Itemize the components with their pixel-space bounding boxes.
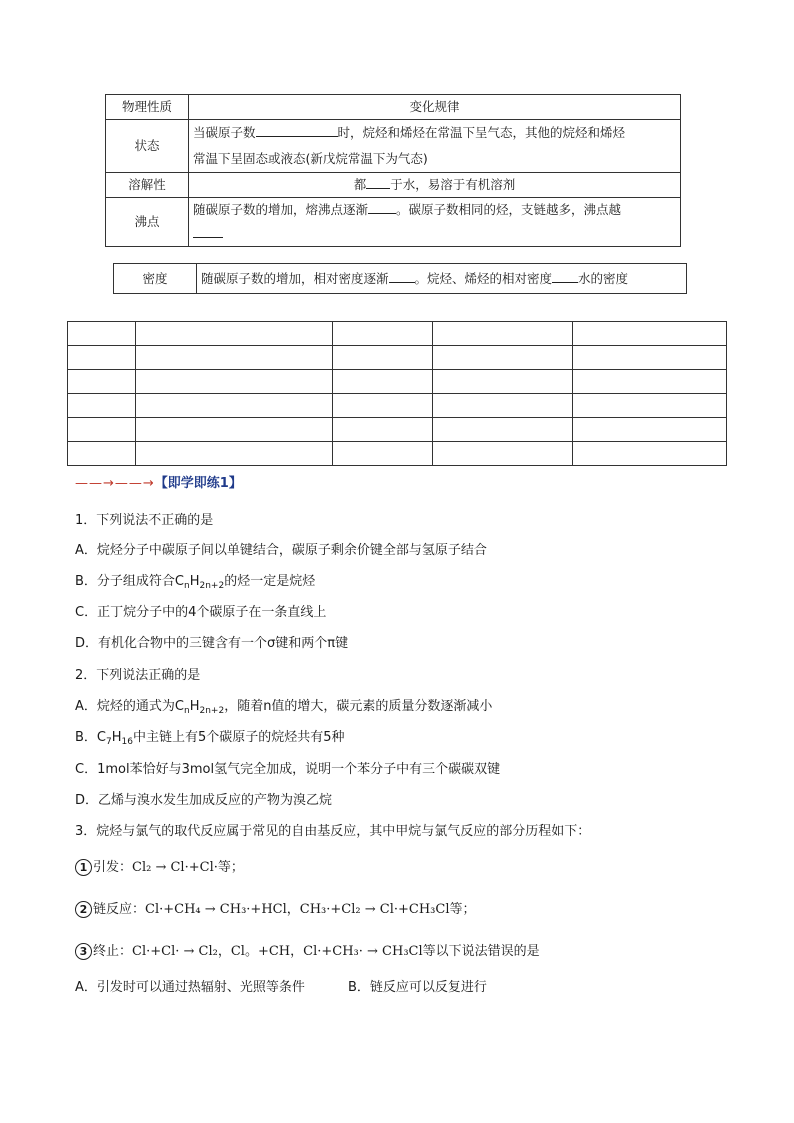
table-cell[interactable] (433, 418, 573, 442)
q3-option-b: B．链反应可以反复进行 (348, 980, 487, 995)
q2-a-sub-2: 2n+2 (199, 706, 225, 716)
solubility-label: 溶解性 (106, 173, 189, 198)
table-cell[interactable] (333, 370, 433, 394)
state-text-3: 常温下呈固态或液态(新戊烷常温下为气态) (193, 151, 428, 166)
table-cell[interactable] (573, 346, 727, 370)
fill-blank[interactable] (366, 175, 390, 189)
table-cell[interactable] (573, 322, 727, 346)
q1-option-a: A．烷烃分子中碳原子间以单键结合，碳原子剩余价键全部与氢原子结合 (75, 543, 487, 558)
state-rule (189, 120, 681, 173)
q1-b-sub-2: 2n+2 (199, 581, 225, 591)
circled-number-1: 1 (75, 859, 92, 876)
q1-stem: 1．下列说法不正确的是 (75, 513, 214, 528)
q2-a-text-3: ，随着n值的增大，碳元素的质量分数逐渐减小 (224, 699, 493, 714)
q3-step-1 (75, 856, 244, 876)
equation: Cl·+Cl· → Cl₂，Cl。+CH，Cl·+CH₃· → CH₃Cl (132, 944, 423, 959)
section-label: 【即学即练1】 (154, 476, 242, 491)
table-cell[interactable] (68, 418, 136, 442)
boiling-label: 沸点 (106, 198, 189, 247)
q2-stem: 2．下列说法正确的是 (75, 668, 201, 683)
q1-b-text-2: H (189, 574, 200, 589)
fill-blank[interactable] (389, 269, 415, 283)
q3-option-a: A．引发时可以通过热辐射、光照等条件 (75, 980, 305, 995)
q3-step-2 (75, 898, 476, 918)
q3-step-3 (75, 940, 540, 960)
table-cell[interactable] (433, 370, 573, 394)
table-row (68, 418, 727, 442)
table-row (68, 346, 727, 370)
density-text-2: 。烷烃、烯烃的相对密度 (414, 271, 553, 286)
table-cell[interactable] (433, 322, 573, 346)
empty-grid-table (67, 321, 727, 466)
q2-b-text-2: H (111, 730, 122, 745)
q2-a-sub-1: n (183, 706, 190, 716)
q1-b-text-1: B．分子组成符合C (75, 574, 184, 589)
table-cell[interactable] (68, 346, 136, 370)
step-tail: 等以下说法错误的是 (422, 944, 540, 959)
fill-blank[interactable] (552, 269, 578, 283)
table-cell[interactable] (136, 418, 333, 442)
q2-a-text-1: A．烷烃的通式为C (75, 699, 184, 714)
row-state (106, 120, 681, 173)
section-heading (75, 472, 242, 491)
q2-b-text-1: B．C (75, 730, 106, 745)
q2-option-c: C．1mol苯恰好与3mol氢气完全加成，说明一个苯分子中有三个碳碳双键 (75, 762, 501, 777)
header-rule: 变化规律 (189, 95, 681, 120)
table-cell[interactable] (573, 394, 727, 418)
q2-b-sub-1: 7 (106, 737, 112, 747)
q2-b-text-3: 中主链上有5个碳原子的烷烃共有5种 (132, 730, 345, 745)
table-cell[interactable] (333, 418, 433, 442)
q2-option-a (75, 695, 492, 716)
state-label: 状态 (106, 120, 189, 173)
step-tail: 等； (217, 860, 244, 875)
row-density (114, 264, 687, 294)
table-cell[interactable] (573, 442, 727, 466)
fill-blank[interactable] (368, 200, 396, 214)
table-cell[interactable] (433, 394, 573, 418)
density-text-1: 随碳原子数的增加，相对密度逐渐 (201, 271, 389, 286)
row-solubility (106, 173, 681, 198)
solubility-rule (189, 173, 681, 198)
density-rule (197, 264, 687, 294)
table-cell[interactable] (68, 442, 136, 466)
boiling-rule (189, 198, 681, 247)
solubility-text-2: 于水，易溶于有机溶剂 (390, 177, 516, 192)
q1-b-sub-1: n (184, 581, 190, 591)
q1-option-d: D．有机化合物中的三键含有一个σ键和两个π键 (75, 636, 349, 651)
q1-b-text-3: 的烃一定是烷烃 (224, 574, 316, 589)
table-cell[interactable] (573, 418, 727, 442)
table-row (68, 442, 727, 466)
step-label: 引发： (93, 860, 133, 875)
q2-a-text-2: H (189, 699, 200, 714)
state-text-1: 当碳原子数 (193, 125, 256, 140)
table-cell[interactable] (333, 322, 433, 346)
q2-b-sub-2: 16 (121, 737, 133, 747)
solubility-text-1: 都 (353, 177, 367, 192)
q3-stem: 3．烷烃与氯气的取代反应属于常见的自由基反应，其中甲烷与氯气反应的部分历程如下： (75, 824, 591, 839)
boiling-text-1: 随碳原子数的增加，熔沸点逐渐 (193, 202, 369, 217)
density-text-3: 水的密度 (578, 271, 629, 286)
step-label: 链反应： (93, 902, 146, 917)
table-cell[interactable] (68, 394, 136, 418)
density-table (113, 263, 687, 294)
table-cell[interactable] (573, 370, 727, 394)
q1-option-b (75, 570, 315, 591)
table-cell[interactable] (433, 346, 573, 370)
q1-option-c: C．正丁烷分子中的4个碳原子在一条直线上 (75, 605, 327, 620)
density-label: 密度 (114, 264, 197, 294)
table-cell[interactable] (68, 322, 136, 346)
table-row (68, 370, 727, 394)
state-text-2: 时，烷烃和烯烃在常温下呈气态，其他的烷烃和烯烃 (337, 125, 626, 140)
table-cell[interactable] (68, 370, 136, 394)
table-cell[interactable] (136, 394, 333, 418)
table-cell[interactable] (333, 346, 433, 370)
step-label: 终止： (93, 944, 133, 959)
circled-number-3: 3 (75, 943, 92, 960)
table-header-row (106, 95, 681, 120)
q2-option-b (75, 726, 345, 747)
equation: Cl·+CH₄ → CH₃·+HCl，CH₃·+Cl₂ → Cl·+CH₃Cl (145, 902, 450, 917)
fill-blank[interactable] (256, 123, 338, 137)
fill-blank[interactable] (193, 224, 223, 238)
boiling-text-2: 。碳原子数相同的烃，支链越多，沸点越 (396, 202, 622, 217)
table-cell[interactable] (333, 442, 433, 466)
header-property: 物理性质 (106, 95, 189, 120)
q2-option-d: D．乙烯与溴水发生加成反应的产物为溴乙烷 (75, 793, 333, 808)
row-boiling (106, 198, 681, 247)
table-cell[interactable] (136, 370, 333, 394)
table-row (68, 394, 727, 418)
table-row (68, 322, 727, 346)
circled-number-2: 2 (75, 901, 92, 918)
table-cell[interactable] (136, 442, 333, 466)
arrow-icon: ——→——→ (75, 476, 155, 491)
table-cell[interactable] (333, 394, 433, 418)
table-cell[interactable] (136, 346, 333, 370)
equation: Cl₂ → Cl·+Cl· (132, 860, 218, 875)
step-tail: 等； (449, 902, 476, 917)
table-cell[interactable] (433, 442, 573, 466)
properties-table (105, 94, 681, 247)
table-cell[interactable] (136, 322, 333, 346)
